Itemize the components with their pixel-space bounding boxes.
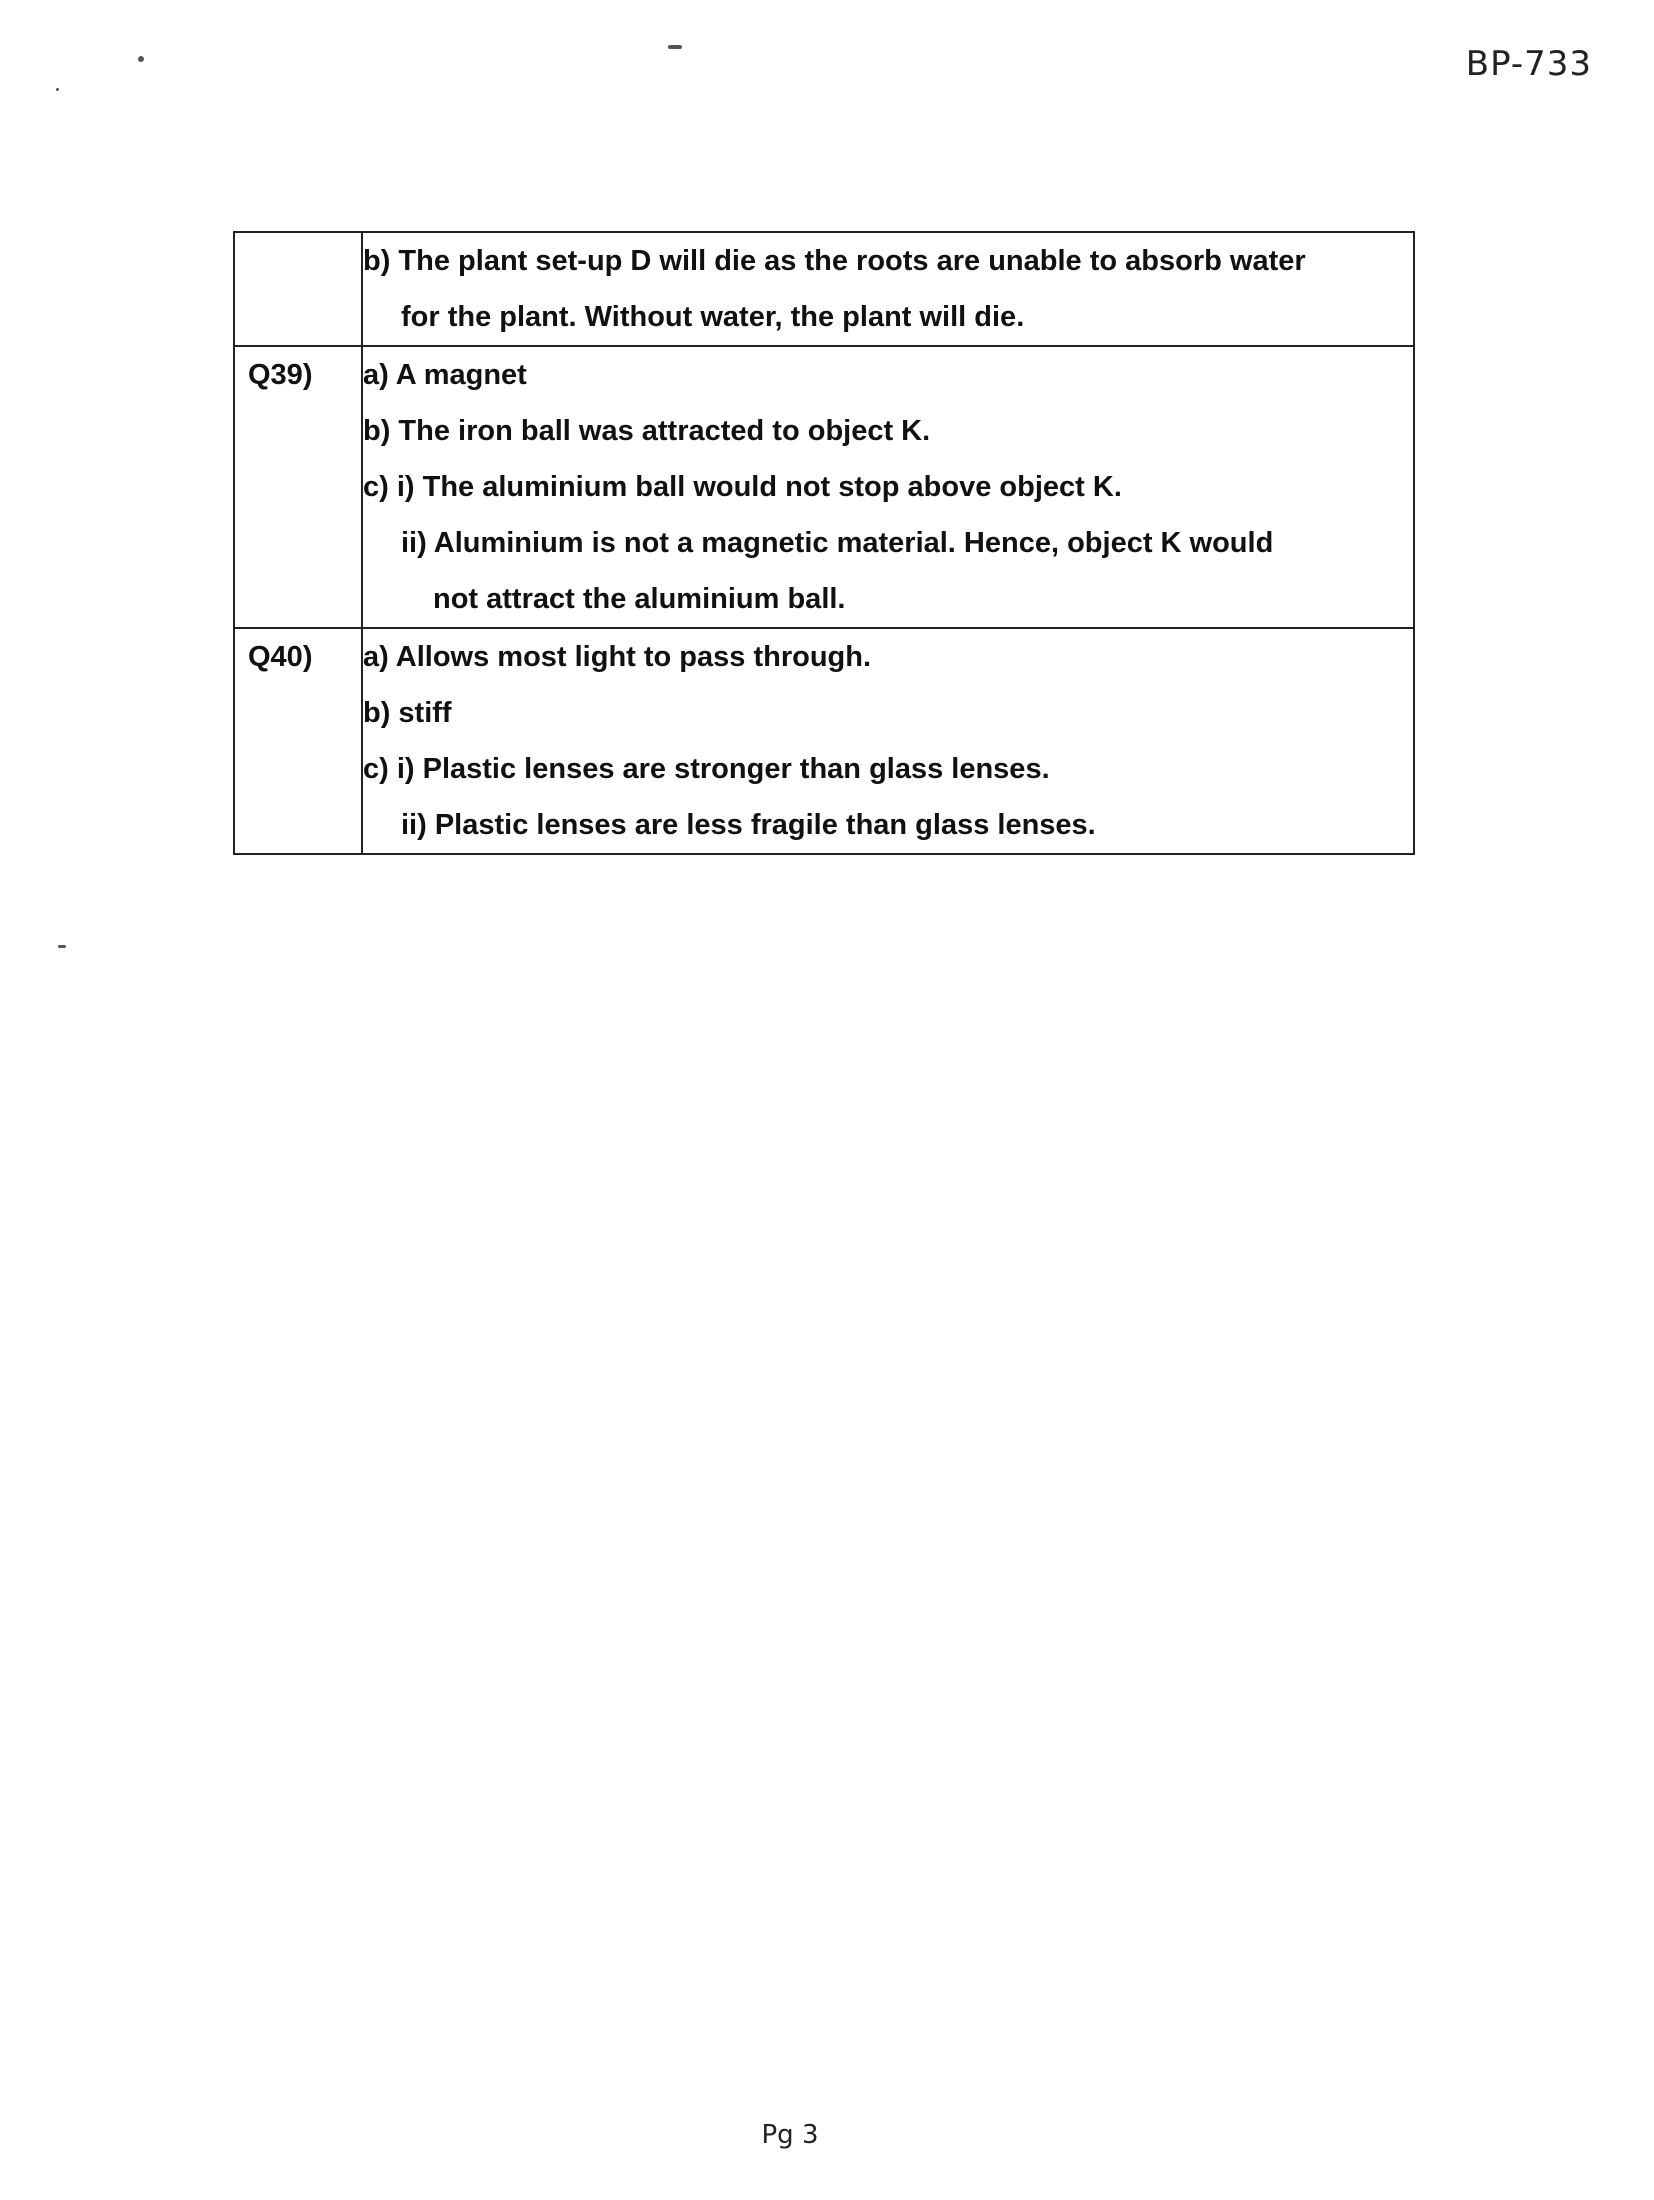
answer-cell [362, 346, 1414, 628]
answer-line: b) The iron ball was attracted to object K. [363, 415, 931, 447]
answer-line: ii) Aluminium is not a magnetic material. Hence, object K would [401, 527, 1274, 559]
table-row [234, 346, 1414, 628]
table-row [234, 232, 1414, 346]
answer-cell [362, 232, 1414, 346]
scan-speck [56, 88, 59, 91]
answer-table [233, 231, 1415, 855]
answer-line: ii) Plastic lenses are less fragile than glass lenses. [401, 809, 1096, 841]
answer-line: c) i) Plastic lenses are stronger than glass lenses. [363, 753, 1050, 785]
answer-cell [362, 628, 1414, 854]
page-number: Pg 3 [761, 2120, 819, 2150]
question-label: Q40) [248, 641, 313, 673]
answer-line: for the plant. Without water, the plant will die. [401, 301, 1025, 333]
answer-line: a) A magnet [363, 359, 527, 391]
scan-speck [668, 45, 682, 49]
answer-line: b) stiff [363, 697, 452, 729]
document-code: BP-733 [1465, 44, 1592, 84]
question-cell [234, 628, 362, 854]
answer-line: not attract the aluminium ball. [433, 583, 846, 615]
question-label: Q39) [248, 359, 313, 391]
table-row [234, 628, 1414, 854]
question-cell [234, 232, 362, 346]
answer-line: a) Allows most light to pass through. [363, 641, 872, 673]
answer-line: c) i) The aluminium ball would not stop above object K. [363, 471, 1122, 503]
answer-line: b) The plant set-up D will die as the roots are unable to absorb water [363, 245, 1306, 277]
scan-speck [58, 945, 66, 948]
scan-speck [138, 56, 144, 62]
question-cell [234, 346, 362, 628]
